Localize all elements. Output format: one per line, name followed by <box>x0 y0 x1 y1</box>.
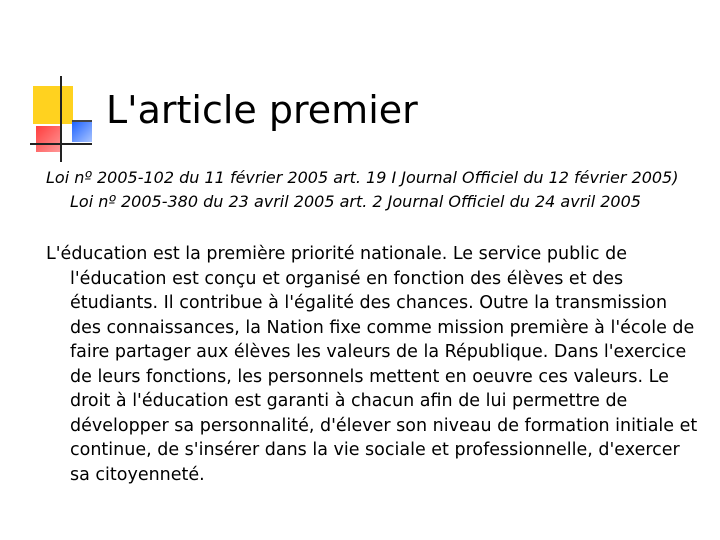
yellow-square <box>33 86 73 124</box>
vertical-rule <box>60 76 62 162</box>
short-rule <box>72 120 92 122</box>
horizontal-rule <box>30 143 92 145</box>
law-citation: Loi nº 2005-102 du 11 février 2005 art. 19 I Journal Officiel du 12 février 2005) Loi nº 2005-380 du 23 avril 2005 art. 2 Journal Officiel du 24 avril 2005 <box>46 168 679 211</box>
blue-square <box>72 122 92 142</box>
red-square <box>36 126 62 152</box>
slide-title: L'article premier <box>106 88 418 132</box>
slide-logo-icon <box>30 76 92 162</box>
article-text: L'éducation est la première priorité nationale. Le service public de l'éducation est conçu et organisé en fonction des élèves et des étudiants. Il contribue à l'égalité des chances. Outre la transmission des connaissances, la Nation fixe comme mission première à l'école de faire partager aux élèves les valeurs de la République. Dans l'exercice de leurs fonctions, les personnels mettent en oeuvre ces valeurs. Le droit à l'éducation est garanti à chacun afin de lui permettre de développer sa personnalité, d'élever son niveau de formation initiale et continue, de s'insérer dans la vie sociale et professionnelle, d'exercer sa citoyenneté. <box>46 244 698 485</box>
